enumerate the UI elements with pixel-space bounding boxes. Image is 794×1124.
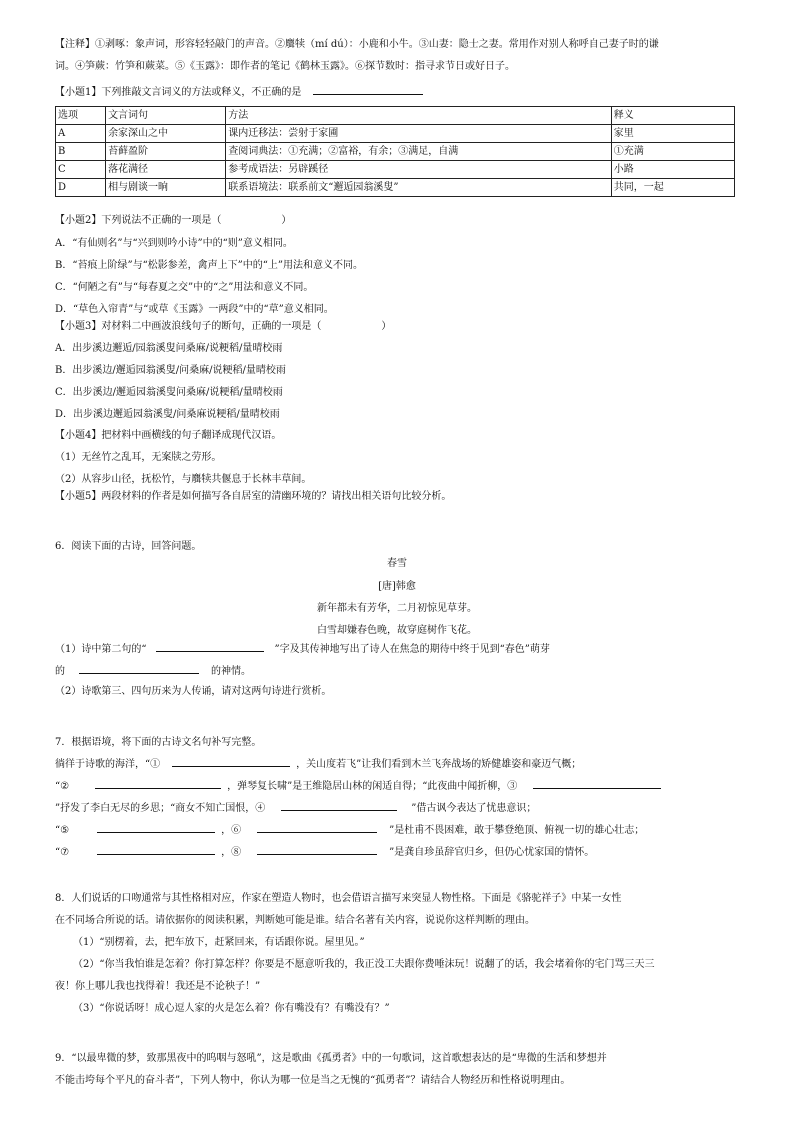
- q1-stem: 【小题1】下列推敲文言词义的方法或释义，不正确的是: [55, 84, 423, 100]
- cell: ①充满: [611, 143, 734, 161]
- header-option: 选项: [56, 107, 106, 125]
- q2-option-a: A．“有仙则名”与“兴到则吟小诗”中的“则”意义相同。: [55, 238, 293, 249]
- q7-line-1: 徜徉于诗歌的海洋，“① ，关山度若飞”让我们看到木兰飞奔战场的矫健雄姿和豪迈气概；: [55, 756, 581, 772]
- q9-line-2: 不能击垮每个平凡的奋斗者”，下列人物中，你认为哪一位是当之无愧的“孤勇者”？请结合人物经历和性格说明理由。: [55, 1075, 571, 1086]
- answer-blank-7[interactable]: [97, 844, 215, 855]
- q5-stem: 【小题5】两段材料的作者是如何描写各自居室的清幽环境的？请找出相关语句比较分析。: [55, 491, 452, 502]
- poem-title: 春雪: [387, 558, 407, 569]
- cell: 共同，一起: [611, 179, 734, 197]
- answer-blank-3[interactable]: [533, 778, 661, 789]
- q3-option-b: B．出步溪边/邂逅园翁溪叟/问桑麻/说粳稻/量晴校雨: [55, 365, 286, 376]
- q9-line-1: 9．“以最卑微的梦，致那黑夜中的呜咽与怒吼”，这是歌曲《孤勇者》中的一句歌词，这首歌想表达的是“卑微的生活和梦想并: [55, 1053, 607, 1064]
- header-method: 方法: [226, 107, 612, 125]
- header-phrase: 文言词句: [106, 107, 226, 125]
- q2-option-d: D．“草色入帘青”与“或草《玉露》一两段”中的“草”意义相同。: [55, 304, 334, 315]
- cell: 家里: [611, 125, 734, 143]
- answer-blank-4[interactable]: [281, 800, 397, 811]
- answer-blank-1[interactable]: [172, 756, 290, 767]
- q6-sub-1: （1）诗中第二句的“ ”字及其传神地写出了诗人在焦急的期待中终于见到“春色”萌芽: [55, 641, 550, 657]
- q1-table: [55, 106, 735, 197]
- q3-option-a: A．出步溪边邂逅/园翁溪叟问桑麻/说粳稻/量晴校雨: [55, 343, 283, 354]
- q8-speech-2: （2）“你当我怕谁是怎着？你打算怎样？你要是不愿意听我的，我正没工夫跟你费唾沫玩！说翻了的话，我会堵着你的宅门骂三天三: [73, 959, 655, 970]
- table-row: [56, 125, 735, 143]
- q7-line-4: “⑤ ，⑥ ”是杜甫不畏困难，敢于攀登绝顶、俯视一切的雄心壮志；: [55, 822, 644, 838]
- q2-option-c: C．“何陋之有”与“每春夏之交”中的“之”用法和意义不同。: [55, 282, 314, 293]
- q3-option-d: D．出步溪边邂逅园翁溪叟/问桑麻说粳稻/量晴校雨: [55, 409, 280, 420]
- cell: C: [56, 161, 106, 179]
- notes-line-2: 词。④笋蕨：竹笋和蕨菜。⑤《玉露》：即作者的笔记《鹤林玉露》。⑥探节数时：指寻求节日或好日子。: [55, 61, 515, 72]
- header-meaning: 释义: [611, 107, 734, 125]
- q8-line-1: 8．人们说话的口吻通常与其性格相对应，作家在塑造人物时，也会借语言描写来突显人物性格。下面是《骆驼祥子》中某一女性: [55, 893, 622, 904]
- cell: 落花满径: [106, 161, 226, 179]
- cell: 相与剧谈一晌: [106, 179, 226, 197]
- q8-speech-3: （3）“你说话呀！成心逗人家的火是怎么着？你有嘴没有？有嘴没有？”: [73, 1003, 390, 1014]
- q4-item-1: （1）无丝竹之乱耳，无案牍之劳形。: [55, 452, 222, 463]
- q6-sub-2: （2）诗歌第三、四句历来为人传诵，请对这两句诗进行赏析。: [55, 686, 332, 697]
- answer-blank-6[interactable]: [257, 822, 377, 833]
- table-header-row: [56, 107, 735, 125]
- cell: 课内迁移法：尝射于家圃: [226, 125, 612, 143]
- table-row: [56, 179, 735, 197]
- table-row: [56, 161, 735, 179]
- q7-stem: 7．根据语境，将下面的古诗文名句补写完整。: [55, 737, 262, 748]
- q3-option-c: C．出步溪边/邂逅园翁溪叟问桑麻/说粳稻/量晴校雨: [55, 387, 283, 398]
- q7-line-2: “② ，弹琴复长啸”是王维隐居山林的闲适自得；“此夜曲中闻折柳，③: [55, 778, 661, 794]
- answer-blank[interactable]: [79, 663, 199, 674]
- q7-line-3: ”抒发了李白无尽的乡思；“商女不知亡国恨，④ ”借古讽今表达了忧患意识；: [55, 800, 536, 816]
- table-row: [56, 143, 735, 161]
- q2-stem: 【小题2】下列说法不正确的一项是（ ）: [55, 215, 292, 226]
- poem-author: [唐]韩愈: [378, 581, 416, 592]
- q8-line-2: 在不同场合所说的话。请依据你的阅读积累，判断她可能是谁。结合名著有关内容，说说你这样判断的理由。: [55, 915, 535, 926]
- q4-item-2: （2）从容步山径，抚松竹，与麛犊共偃息于长林丰草间。: [55, 474, 312, 485]
- q7-line-5: “⑦ ，⑧ ”是龚自珍虽辞官归乡，但仍心忧家国的情怀。: [55, 844, 594, 860]
- q6-stem: 6．阅读下面的古诗，回答问题。: [55, 541, 202, 552]
- q4-stem: 【小题4】把材料中画横线的句子翻译成现代汉语。: [55, 430, 282, 441]
- answer-blank-8[interactable]: [257, 844, 377, 855]
- q8-speech-1: （1）“别楞着，去，把车放下，赶紧回来，有话跟你说。屋里见。”: [73, 937, 365, 948]
- q6-sub-1-cont: 的 的神情。: [55, 663, 251, 679]
- notes-line-1: 【注释】①剥啄：象声词，形容轻轻敲门的声音。②麛犊（mí dú）：小鹿和小牛。③山妻：隐士之妻。常用作对别人称呼自己妻子时的谦: [55, 39, 659, 50]
- cell: 余家深山之中: [106, 125, 226, 143]
- cell: 联系语境法：联系前文“邂逅园翁溪叟”: [226, 179, 612, 197]
- q8-speech-2-cont: 夜！你上哪儿我也找得着！我还是不论秧子！”: [55, 981, 261, 992]
- cell: D: [56, 179, 106, 197]
- poem-line-1: 新年都未有芳华，二月初惊见草芽。: [317, 603, 477, 614]
- answer-blank[interactable]: [313, 84, 423, 95]
- q3-stem: 【小题3】对材料二中画波浪线句子的断句，正确的一项是（ ）: [55, 321, 392, 332]
- cell: A: [56, 125, 106, 143]
- cell: 查阅词典法：①充满；②富裕，有余；③满足，自满: [226, 143, 612, 161]
- cell: 小路: [611, 161, 734, 179]
- cell: 参考成语法：另辟蹊径: [226, 161, 612, 179]
- answer-blank-2[interactable]: [95, 778, 221, 789]
- answer-blank[interactable]: [156, 641, 264, 652]
- q2-option-b: B．“苔痕上阶绿”与“松影参差，禽声上下”中的“上”用法和意义不同。: [55, 260, 364, 271]
- answer-blank-5[interactable]: [97, 822, 215, 833]
- cell: B: [56, 143, 106, 161]
- cell: 苔藓盈阶: [106, 143, 226, 161]
- poem-line-2: 白雪却嫌春色晚，故穿庭树作飞花。: [317, 625, 477, 636]
